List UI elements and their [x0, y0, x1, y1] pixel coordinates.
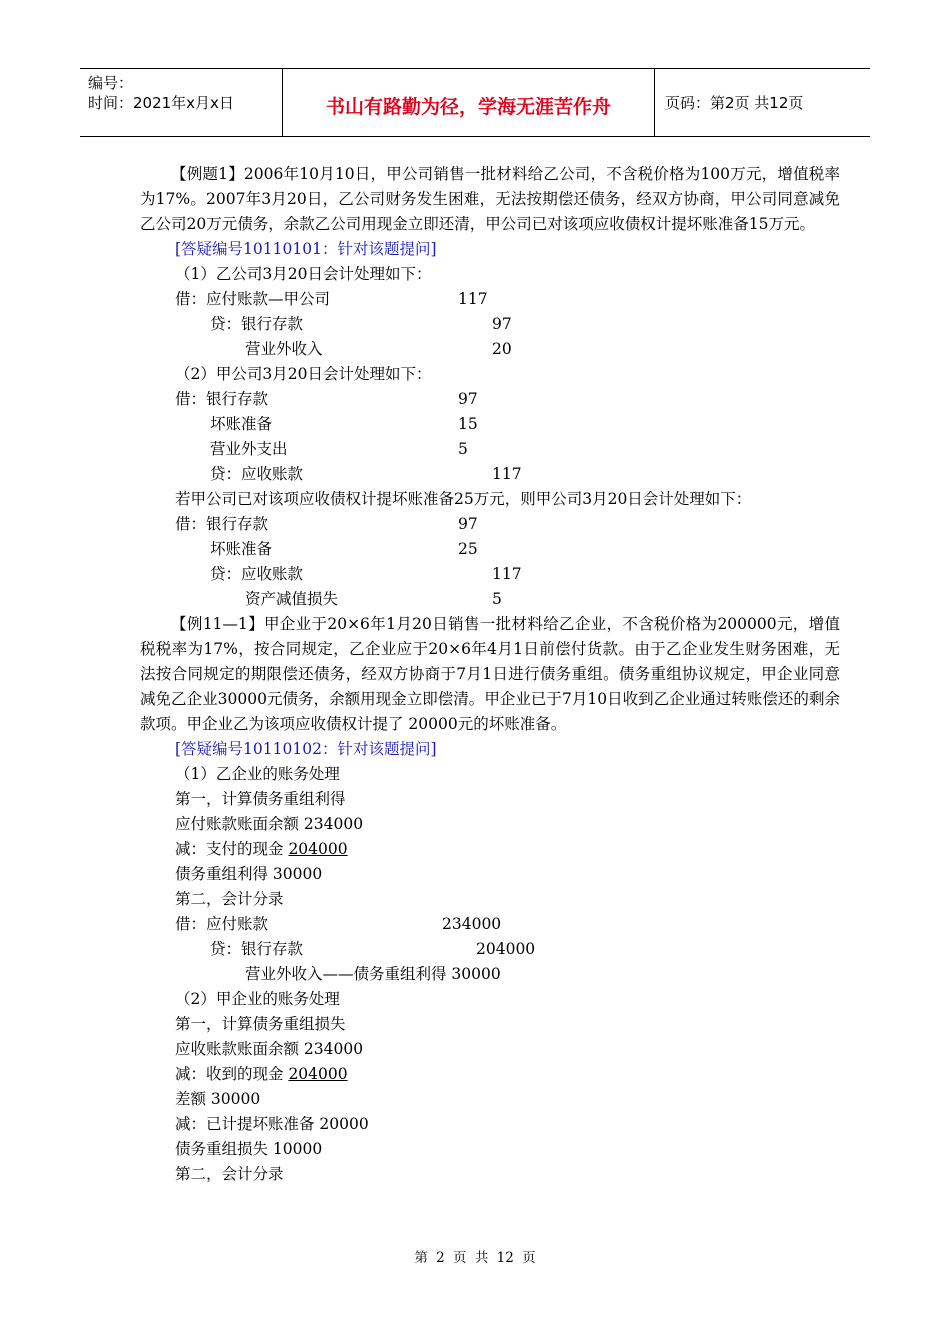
calc-line: 债务重组损失 10000 [175, 1140, 323, 1158]
header-page-info [655, 69, 870, 136]
calc-line: 减：支付的现金 204000 [175, 840, 348, 858]
calc-line: 应付账款账面余额 234000 [175, 815, 364, 833]
journal-line: 借：应付账款 234000 [175, 915, 502, 933]
example2-qa-link[interactable]: [答疑编号10110102：针对该题提问] [175, 740, 437, 758]
journal-line: 贷：银行存款 204000 [210, 940, 536, 958]
example2-a-title: （1）乙企业的账务处理 [175, 765, 340, 783]
calc-line: 差额 30000 [175, 1090, 261, 1108]
journal-line: 借：银行存款 97 [175, 515, 478, 533]
journal-line: 营业外支出 5 [210, 440, 468, 458]
example2-paragraph: 【例11—1】甲企业于20×6年1月20日销售一批材料给乙企业，不含税价格为200000元，增值税税率为17%，按合同规定，乙企业应于20×6年4月1日前偿付货款。由于乙企业发生财务困难，无法按合同规定的期限偿还债务，经双方协商于7月1日进行债务重组。债务重组协议规定，甲企业同意减免乙企业30000元债务，余额用现金立即偿清。甲企业已于7月10日收到乙企业通过转账偿还的剩余款项。甲企业乙为该项应收债权计提了 20000元的坏账准备。 [140, 615, 840, 733]
header-meta [80, 69, 283, 136]
calc-line: 减：收到的现金 204000 [175, 1065, 348, 1083]
page-footer: 第 2 页 共 12 页 [414, 1250, 536, 1266]
example1-s3-title: 若甲公司已对该项应收债权计提坏账准备25万元，则甲公司3月20日会计处理如下： [175, 490, 752, 508]
journal-line: 营业外收入 20 [245, 340, 512, 358]
example1-paragraph: 【例题1】2006年10月10日，甲公司销售一批材料给乙公司，不含税价格为100万元，增值税率为17%。2007年3月20日，乙公司财务发生困难，无法按期偿还债务，经双方协商，甲公司同意减免乙公司20万元债务，余款乙公司用现金立即还清，甲公司已对该项应收债权计提坏账准备15万元。 [140, 165, 840, 233]
example2-b-step2: 第二，会计分录 [175, 1165, 284, 1183]
example1-s1-title: （1）乙公司3月20日会计处理如下： [175, 265, 432, 283]
number-label: 编号： [88, 74, 134, 92]
journal-line: 资产减值损失 5 [245, 590, 502, 608]
journal-line: 营业外收入——债务重组利得 30000 [245, 965, 501, 983]
example1-qa-link[interactable]: [答疑编号10110101：针对该题提问] [175, 240, 437, 258]
journal-line: 贷：应收账款 117 [210, 565, 522, 583]
calc-line: 应收账款账面余额 234000 [175, 1040, 364, 1058]
page-header [80, 68, 870, 137]
example2-a-step1: 第一，计算债务重组利得 [175, 790, 346, 808]
example2-a-step2: 第二，会计分录 [175, 890, 284, 908]
journal-line: 坏账准备 15 [210, 415, 478, 433]
example2-b-title: （2）甲企业的账务处理 [175, 990, 340, 1008]
example2-b-step1: 第一，计算债务重组损失 [175, 1015, 346, 1033]
page-info-text: 页码：第2页 共12页 [665, 94, 804, 112]
example1-s2-title: （2）甲公司3月20日会计处理如下： [175, 365, 432, 383]
header-motto: 书山有路勤为径，学海无涯苦作舟 [283, 69, 655, 136]
time-label: 时间：2021年x月x日 [88, 94, 234, 112]
calc-line: 债务重组利得 30000 [175, 865, 323, 883]
calc-line: 减：已计提坏账准备 20000 [175, 1115, 369, 1133]
journal-line: 坏账准备 25 [210, 540, 478, 558]
document-body [140, 162, 840, 1187]
journal-line: 贷：银行存款 97 [210, 315, 512, 333]
journal-line: 借：银行存款 97 [175, 390, 478, 408]
journal-line: 贷：应收账款 117 [210, 465, 522, 483]
journal-line: 借：应付账款—甲公司 117 [175, 290, 488, 308]
